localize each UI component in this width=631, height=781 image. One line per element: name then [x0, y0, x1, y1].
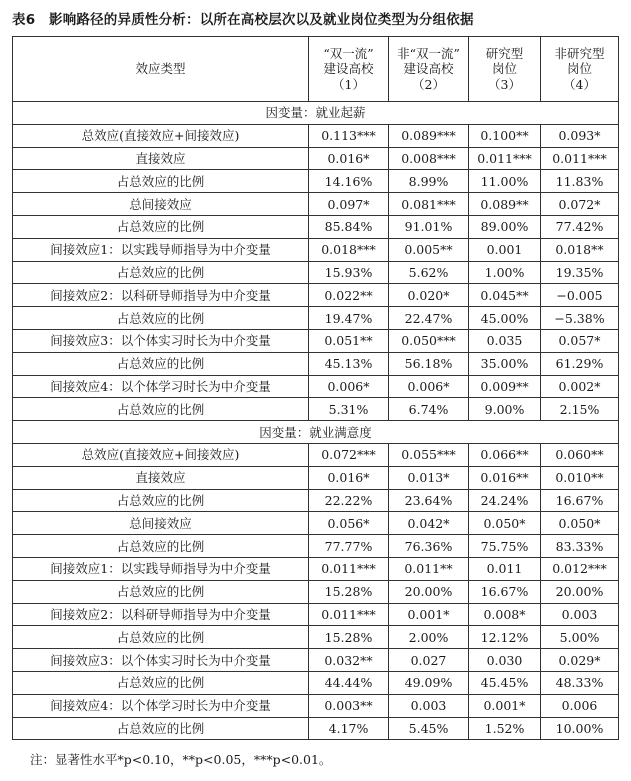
value-cell-col-4: 0.006: [541, 694, 619, 717]
header-col-3-line3: （3）: [488, 76, 521, 92]
value-cell-col-2: 0.089***: [389, 124, 469, 147]
value-cell-col-4: 0.060**: [541, 443, 619, 466]
value-cell-col-4: 0.057*: [541, 329, 619, 352]
value-cell-col-2: 0.006*: [389, 375, 469, 398]
value-cell-col-4: 20.00%: [541, 580, 619, 603]
table-row: [13, 489, 619, 512]
table-row: [13, 124, 619, 147]
value-cell-col-1: 0.113***: [309, 124, 389, 147]
value-cell-col-1: 44.44%: [309, 671, 389, 694]
value-cell-col-2: 0.020*: [389, 284, 469, 307]
value-cell-col-2: 0.042*: [389, 512, 469, 535]
row-label: 占总效应的比例: [13, 489, 309, 512]
table-row: [13, 398, 619, 421]
row-label: 直接效应: [13, 147, 309, 170]
value-cell-col-4: −5.38%: [541, 307, 619, 330]
header-col-2: [389, 37, 469, 102]
value-cell-col-1: 0.011***: [309, 603, 389, 626]
value-cell-col-1: 0.056*: [309, 512, 389, 535]
value-cell-col-1: 0.018***: [309, 238, 389, 261]
value-cell-col-1: 22.22%: [309, 489, 389, 512]
table-row: [13, 626, 619, 649]
header-col-4-line2: 岗位: [566, 61, 592, 77]
value-cell-col-3: 0.011***: [469, 147, 541, 170]
row-label: 占总效应的比例: [13, 307, 309, 330]
table-row: [13, 717, 619, 740]
table-row: [13, 512, 619, 535]
value-cell-col-3: 45.45%: [469, 671, 541, 694]
table-row: [13, 352, 619, 375]
header-col-1: [309, 37, 389, 102]
value-cell-col-3: 0.008*: [469, 603, 541, 626]
value-cell-col-4: 0.011***: [541, 147, 619, 170]
row-label: 占总效应的比例: [13, 717, 309, 740]
value-cell-col-3: 89.00%: [469, 215, 541, 238]
table-row: [13, 603, 619, 626]
value-cell-col-4: 0.018**: [541, 238, 619, 261]
value-cell-col-2: 20.00%: [389, 580, 469, 603]
value-cell-col-4: 77.42%: [541, 215, 619, 238]
row-label: 间接效应4：以个体学习时长为中介变量: [13, 694, 309, 717]
value-cell-col-4: 5.00%: [541, 626, 619, 649]
value-cell-col-1: 85.84%: [309, 215, 389, 238]
header-effect-type: 效应类型: [13, 37, 309, 102]
row-label: 间接效应3：以个体实习时长为中介变量: [13, 649, 309, 672]
value-cell-col-3: 9.00%: [469, 398, 541, 421]
table-row: [13, 649, 619, 672]
value-cell-col-2: 56.18%: [389, 352, 469, 375]
header-col-4-line3: （4）: [563, 76, 596, 92]
value-cell-col-3: 0.009**: [469, 375, 541, 398]
header-col-2-line1: 非“双一流”: [397, 45, 460, 61]
value-cell-col-4: 48.33%: [541, 671, 619, 694]
value-cell-col-3: 0.001*: [469, 694, 541, 717]
table-row: [13, 193, 619, 216]
header-col-3-line2: 岗位: [491, 61, 517, 77]
value-cell-col-2: 5.45%: [389, 717, 469, 740]
header-col-1-line2: 建设高校: [323, 61, 374, 77]
value-cell-col-3: 35.00%: [469, 352, 541, 375]
value-cell-col-2: 0.055***: [389, 443, 469, 466]
row-label: 占总效应的比例: [13, 626, 309, 649]
significance-note: 注：显著性水平*p<0.10，**p<0.05，***p<0.01。: [30, 752, 332, 767]
value-cell-col-3: 1.00%: [469, 261, 541, 284]
value-cell-col-2: 76.36%: [389, 535, 469, 558]
table-row: [13, 580, 619, 603]
value-cell-col-1: 0.072***: [309, 443, 389, 466]
section-title: 因变量：就业满意度: [13, 421, 619, 444]
table-row: [13, 557, 619, 580]
row-label: 总间接效应: [13, 512, 309, 535]
value-cell-col-4: 83.33%: [541, 535, 619, 558]
table-title: 表6 影响路径的异质性分析：以所在高校层次以及就业岗位类型为分组依据: [12, 12, 474, 28]
table-row: [13, 375, 619, 398]
value-cell-col-2: 2.00%: [389, 626, 469, 649]
row-label: 占总效应的比例: [13, 352, 309, 375]
value-cell-col-2: 0.027: [389, 649, 469, 672]
value-cell-col-2: 6.74%: [389, 398, 469, 421]
value-cell-col-3: 0.066**: [469, 443, 541, 466]
value-cell-col-3: 0.035: [469, 329, 541, 352]
row-label: 占总效应的比例: [13, 671, 309, 694]
value-cell-col-4: 0.012***: [541, 557, 619, 580]
header-col-3: [469, 37, 541, 102]
header-col-2-line2: 建设高校: [403, 61, 454, 77]
row-label: 间接效应4：以个体学习时长为中介变量: [13, 375, 309, 398]
value-cell-col-4: 10.00%: [541, 717, 619, 740]
value-cell-col-2: 0.008***: [389, 147, 469, 170]
value-cell-col-1: 0.016*: [309, 466, 389, 489]
value-cell-col-1: 0.006*: [309, 375, 389, 398]
table-row: [13, 443, 619, 466]
value-cell-col-3: 0.001: [469, 238, 541, 261]
value-cell-col-3: 16.67%: [469, 580, 541, 603]
value-cell-col-1: 4.17%: [309, 717, 389, 740]
row-label: 直接效应: [13, 466, 309, 489]
results-table: [12, 36, 619, 740]
header-col-4: [541, 37, 619, 102]
value-cell-col-4: 16.67%: [541, 489, 619, 512]
value-cell-col-2: 8.99%: [389, 170, 469, 193]
header-col-1-line1: “双一流”: [323, 45, 374, 61]
value-cell-col-1: 0.051**: [309, 329, 389, 352]
value-cell-col-1: 15.28%: [309, 580, 389, 603]
header-col-4-line1: 非研究型: [554, 45, 605, 61]
value-cell-col-3: 75.75%: [469, 535, 541, 558]
value-cell-col-3: 0.089**: [469, 193, 541, 216]
value-cell-col-2: 22.47%: [389, 307, 469, 330]
row-label: 总效应(直接效应+间接效应): [13, 124, 309, 147]
value-cell-col-1: 0.097*: [309, 193, 389, 216]
value-cell-col-1: 15.28%: [309, 626, 389, 649]
value-cell-col-1: 77.77%: [309, 535, 389, 558]
row-label: 占总效应的比例: [13, 170, 309, 193]
value-cell-col-1: 19.47%: [309, 307, 389, 330]
table-row: [13, 284, 619, 307]
header-col-1-line3: （1）: [332, 76, 365, 92]
row-label: 间接效应3：以个体实习时长为中介变量: [13, 329, 309, 352]
table-row: [13, 215, 619, 238]
value-cell-col-4: 0.072*: [541, 193, 619, 216]
value-cell-col-2: 0.081***: [389, 193, 469, 216]
table-row: [13, 238, 619, 261]
table-row: [13, 147, 619, 170]
value-cell-col-4: 0.003: [541, 603, 619, 626]
value-cell-col-3: 0.045**: [469, 284, 541, 307]
value-cell-col-3: 0.100**: [469, 124, 541, 147]
table-row: [13, 671, 619, 694]
row-label: 占总效应的比例: [13, 215, 309, 238]
row-label: 间接效应1：以实践导师指导为中介变量: [13, 557, 309, 580]
value-cell-col-3: 0.030: [469, 649, 541, 672]
value-cell-col-2: 0.003: [389, 694, 469, 717]
value-cell-col-1: 15.93%: [309, 261, 389, 284]
row-label: 占总效应的比例: [13, 580, 309, 603]
table-row: [13, 307, 619, 330]
value-cell-col-4: 61.29%: [541, 352, 619, 375]
row-label: 占总效应的比例: [13, 535, 309, 558]
value-cell-col-1: 0.016*: [309, 147, 389, 170]
value-cell-col-2: 91.01%: [389, 215, 469, 238]
value-cell-col-2: 0.005**: [389, 238, 469, 261]
value-cell-col-4: 0.029*: [541, 649, 619, 672]
value-cell-col-1: 0.003**: [309, 694, 389, 717]
section-header-row: [13, 102, 619, 125]
table-row: [13, 261, 619, 284]
value-cell-col-4: 2.15%: [541, 398, 619, 421]
header-row: [13, 37, 619, 102]
value-cell-col-3: 45.00%: [469, 307, 541, 330]
value-cell-col-1: 14.16%: [309, 170, 389, 193]
row-label: 间接效应2：以科研导师指导为中介变量: [13, 603, 309, 626]
value-cell-col-3: 0.016**: [469, 466, 541, 489]
value-cell-col-3: 0.011: [469, 557, 541, 580]
header-col-3-line1: 研究型: [485, 45, 524, 61]
value-cell-col-1: 45.13%: [309, 352, 389, 375]
table-row: [13, 170, 619, 193]
value-cell-col-2: 5.62%: [389, 261, 469, 284]
header-col-2-line3: （2）: [412, 76, 445, 92]
value-cell-col-4: 0.093*: [541, 124, 619, 147]
value-cell-col-3: 11.00%: [469, 170, 541, 193]
table-row: [13, 694, 619, 717]
row-label: 总效应(直接效应+间接效应): [13, 443, 309, 466]
section-header-row: [13, 421, 619, 444]
row-label: 占总效应的比例: [13, 261, 309, 284]
value-cell-col-2: 0.001*: [389, 603, 469, 626]
value-cell-col-3: 0.050*: [469, 512, 541, 535]
table-body: [13, 102, 619, 740]
value-cell-col-4: 0.050*: [541, 512, 619, 535]
value-cell-col-1: 0.011***: [309, 557, 389, 580]
value-cell-col-3: 1.52%: [469, 717, 541, 740]
table-row: [13, 329, 619, 352]
value-cell-col-2: 49.09%: [389, 671, 469, 694]
value-cell-col-2: 0.013*: [389, 466, 469, 489]
value-cell-col-1: 5.31%: [309, 398, 389, 421]
row-label: 间接效应1：以实践导师指导为中介变量: [13, 238, 309, 261]
value-cell-col-3: 12.12%: [469, 626, 541, 649]
row-label: 占总效应的比例: [13, 398, 309, 421]
row-label: 间接效应2：以科研导师指导为中介变量: [13, 284, 309, 307]
value-cell-col-4: 19.35%: [541, 261, 619, 284]
value-cell-col-1: 0.032**: [309, 649, 389, 672]
table-row: [13, 466, 619, 489]
table-row: [13, 535, 619, 558]
value-cell-col-4: 11.83%: [541, 170, 619, 193]
value-cell-col-4: −0.005: [541, 284, 619, 307]
value-cell-col-2: 0.011**: [389, 557, 469, 580]
section-title: 因变量：就业起薪: [13, 102, 619, 125]
row-label: 总间接效应: [13, 193, 309, 216]
value-cell-col-3: 24.24%: [469, 489, 541, 512]
value-cell-col-2: 23.64%: [389, 489, 469, 512]
value-cell-col-2: 0.050***: [389, 329, 469, 352]
value-cell-col-4: 0.002*: [541, 375, 619, 398]
value-cell-col-1: 0.022**: [309, 284, 389, 307]
value-cell-col-4: 0.010**: [541, 466, 619, 489]
